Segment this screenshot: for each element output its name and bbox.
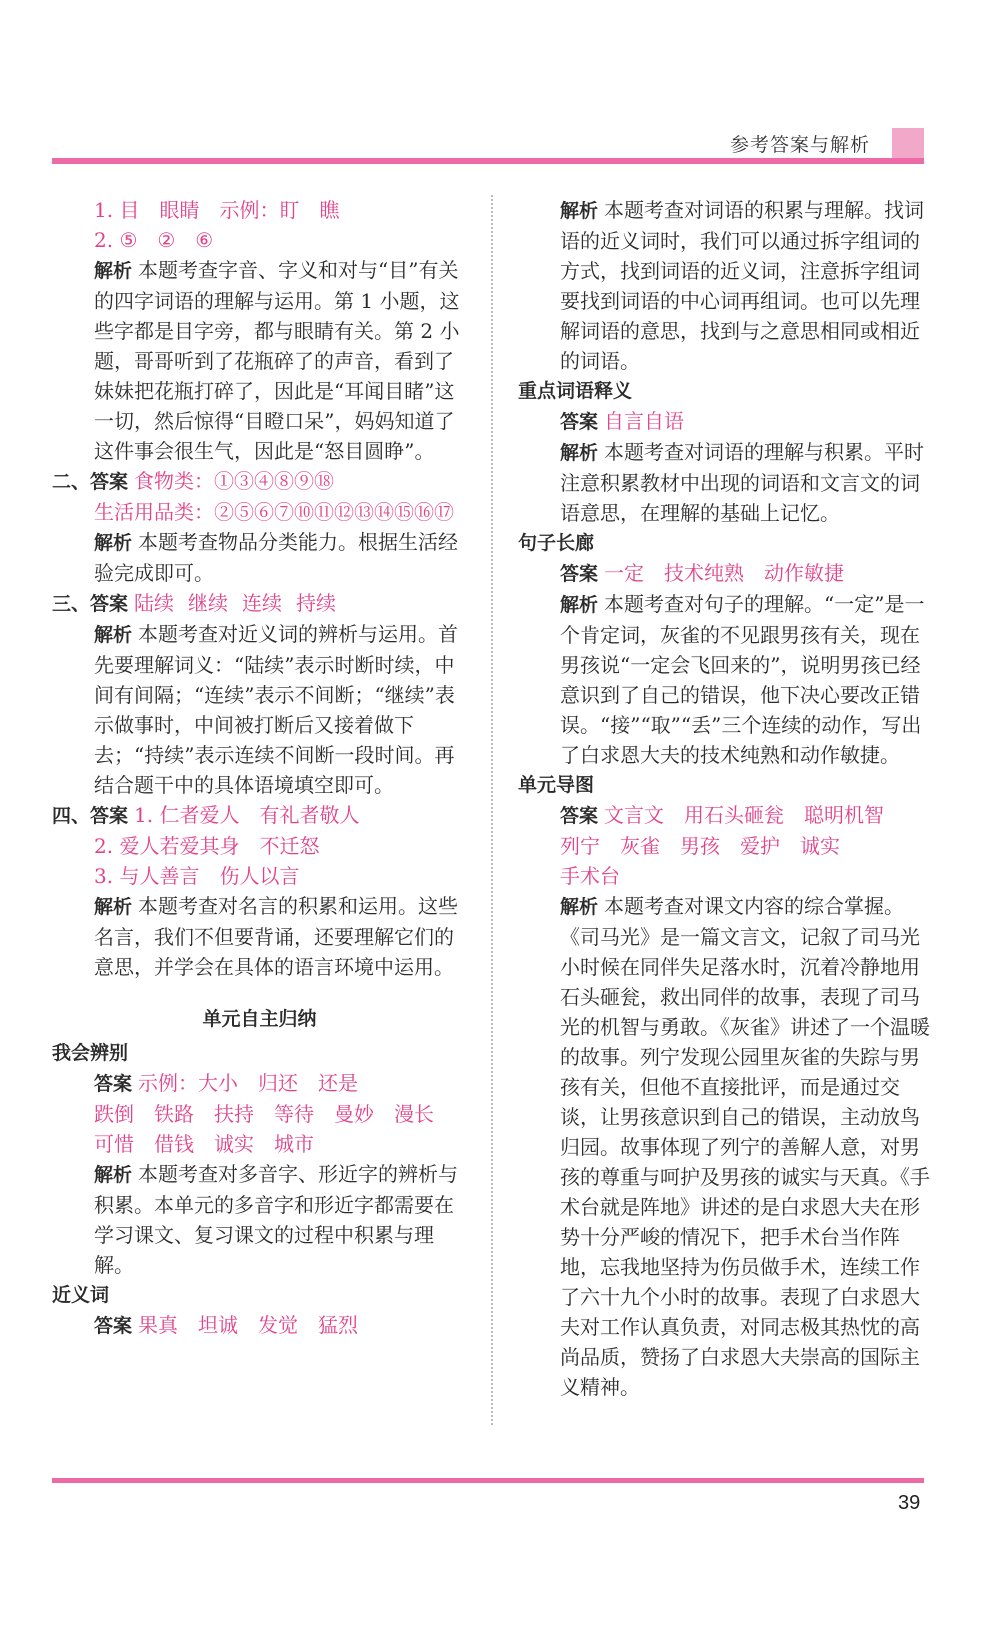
zdc-analysis — [518, 437, 930, 528]
answer-word: 陆续 — [134, 591, 175, 615]
dydt-title: 单元导图 — [518, 774, 595, 796]
answer-label: 答案 — [560, 563, 599, 585]
answer-label: 答案 — [90, 593, 129, 615]
dydt-answer — [518, 800, 930, 831]
question-number: 二、 — [52, 471, 91, 493]
zdc-title: 重点词语释义 — [518, 380, 633, 402]
analysis-label: 解析 — [94, 1164, 133, 1186]
q4-answer — [52, 800, 467, 831]
analysis-label: 解析 — [560, 442, 599, 464]
analysis-label: 解析 — [94, 896, 133, 918]
q1-analysis — [52, 255, 467, 466]
column-divider — [491, 195, 493, 1425]
woo-analysis — [52, 1159, 467, 1280]
analysis-text: 本题考查对近义词的辨析与运用。首先要理解词义：“陆续”表示时断时续，中间有间隔；“连续”表示不间断；“继续”表示做事时，中间被打断后又接着做下去；“持续”表示连续不间断一段时间。再结合题干中的具体语境填空即可。 — [94, 622, 459, 797]
jyc-title: 近义词 — [52, 1284, 110, 1306]
answer-text: 一定 技术纯熟 动作敏捷 — [604, 561, 845, 585]
answer-text: 食物类：①③④⑧⑨⑱ — [134, 469, 335, 493]
answer-text: 自言自语 — [604, 409, 685, 433]
analysis-label: 解析 — [560, 200, 599, 222]
header-title: 参考答案与解析 — [730, 134, 871, 156]
analysis-text: 本题考查对词语的理解与积累。平时注意积累教材中出现的词语和文言文的词语意思，在理解的基础上记忆。 — [560, 440, 925, 525]
analysis-text: 本题考查对多音字、形近字的辨析与积累。本单元的多音字和形近字都需要在学习课文、复习课文的过程中积累与理解。 — [94, 1162, 459, 1277]
q2-answer — [52, 466, 467, 497]
section-title: 单元自主归纳 — [202, 1008, 317, 1030]
q4-answer-line3: 3. 与人善言 伤人以言 — [94, 864, 300, 888]
jzcl-title: 句子长廊 — [518, 532, 595, 554]
analysis-text: 本题考查物品分类能力。根据生活经验完成即可。 — [94, 530, 459, 585]
footer-rule — [52, 1478, 924, 1483]
q4-answer-line2: 2. 爱人若爱其身 不迁怒 — [94, 834, 320, 858]
page-number: 39 — [898, 1492, 921, 1514]
jzcl-answer — [518, 558, 930, 589]
question-number: 四、 — [52, 805, 91, 827]
jyc-answer — [52, 1310, 467, 1341]
answer-word: 连续 — [242, 591, 283, 615]
answer-label: 答案 — [560, 805, 599, 827]
zdc-answer — [518, 406, 930, 437]
q2-answer-daily: 生活用品类：②⑤⑥⑦⑩⑪⑫⑬⑭⑮⑯⑰ — [94, 500, 454, 524]
analysis-text: 本题考查字音、字义和对与“目”有关的四字词语的理解与运用。第 1 小题，这些字都是目字旁，都与眼睛有关。第 2 小题，哥哥听到了花瓶碎了的声音，看到了妹妹把花瓶打碎了，因此是“耳闻目睹”这一切，然后惊得“目瞪口呆”，妈妈知道了这件事会很生气，因此是“怒目圆睁”。 — [94, 258, 460, 463]
answer-label: 答案 — [90, 805, 129, 827]
question-number: 三、 — [52, 593, 91, 615]
answer-label: 答案 — [94, 1315, 133, 1337]
dydt-answer-line3: 手术台 — [560, 864, 620, 888]
left-column — [52, 195, 467, 1341]
q3-answer — [52, 588, 467, 619]
woo-answer — [52, 1068, 467, 1099]
analysis-text: 本题考查对词语的积累与理解。找词语的近义词时，我们可以通过拆字组词的方式，找到词语的近义词，注意拆字组词要找到词语的中心词再组词。也可以先理解词语的意思，找到与之意思相同或相近的词语。 — [560, 198, 925, 373]
woo-answer-line2: 跌倒 铁路 扶持 等待 曼妙 漫长 — [94, 1102, 434, 1126]
analysis-text: 本题考查对句子的理解。“一定”是一个肯定词，灰雀的不见跟男孩有关，现在男孩说“一定会飞回来的”，说明男孩已经意识到了自己的错误，他下决心要改正错误。“接”“取”“丢”三个连续的动作，写出了白求恩大夫的技术纯熟和动作敏捷。 — [560, 592, 925, 767]
analysis-label: 解析 — [560, 896, 599, 918]
answer-label: 答案 — [90, 471, 129, 493]
analysis-label: 解析 — [94, 532, 133, 554]
analysis-text: 本题考查对名言的积累和运用。这些名言，我们不但要背诵，还要理解它们的意思，并学会在具体的语言环境中运用。 — [94, 894, 459, 979]
woo-answer-line3: 可惜 借钱 诚实 城市 — [94, 1132, 314, 1156]
q1-answer-line1: 1. 目 眼睛 示例：盯 瞧 — [94, 198, 340, 222]
answer-text: 果真 坦诚 发觉 猛烈 — [138, 1313, 359, 1337]
answer-text: 示例：大小 归还 还是 — [138, 1071, 359, 1095]
right-column — [518, 195, 930, 1402]
dydt-analysis — [518, 891, 930, 1402]
q4-analysis — [52, 891, 467, 982]
analysis-label: 解析 — [94, 260, 133, 282]
answer-text: 1. 仁者爱人 有礼者敬人 — [134, 803, 360, 827]
header-rule — [52, 158, 924, 164]
q1-answer-line2: 2. ⑤ ② ⑥ — [94, 228, 214, 252]
analysis-label: 解析 — [94, 624, 133, 646]
answer-label: 答案 — [94, 1073, 133, 1095]
woo-title: 我会辨别 — [52, 1042, 129, 1064]
dydt-answer-line2: 列宁 灰雀 男孩 爱护 诚实 — [560, 834, 840, 858]
answer-word: 持续 — [296, 591, 337, 615]
answer-word: 继续 — [188, 591, 229, 615]
analysis-label: 解析 — [560, 594, 599, 616]
answer-text: 文言文 用石头砸瓮 聪明机智 — [604, 803, 885, 827]
answer-label: 答案 — [560, 411, 599, 433]
q2-analysis — [52, 527, 467, 588]
analysis-text: 本题考查对课文内容的综合掌握。《司马光》是一篇文言文，记叙了司马光小时候在同伴失足落水时，沉着冷静地用石头砸瓮，救出同伴的故事，表现了司马光的机智与勇敢。《灰雀》讲述了一个温暖的故事。列宁发现公园里灰雀的失踪与男孩有关，但他不直接批评，而是通过交谈，让男孩意识到自己的错误，主动放鸟归园。故事体现了列宁的善解人意，对男孩的尊重与呵护及男孩的诚实与天真。《手术台就是阵地》讲述的是白求恩大夫在形势十分严峻的情况下，把手术台当作阵地，忘我地坚持为伤员做手术，连续工作了六十九个小时的故事。表现了白求恩大夫对工作认真负责，对同志极其热忱的高尚品质，赞扬了白求恩大夫崇高的国际主义精神。 — [560, 894, 930, 1399]
header-accent-tab — [892, 128, 924, 162]
jyc-analysis — [518, 195, 930, 376]
jzcl-analysis — [518, 589, 930, 770]
q3-analysis — [52, 619, 467, 800]
